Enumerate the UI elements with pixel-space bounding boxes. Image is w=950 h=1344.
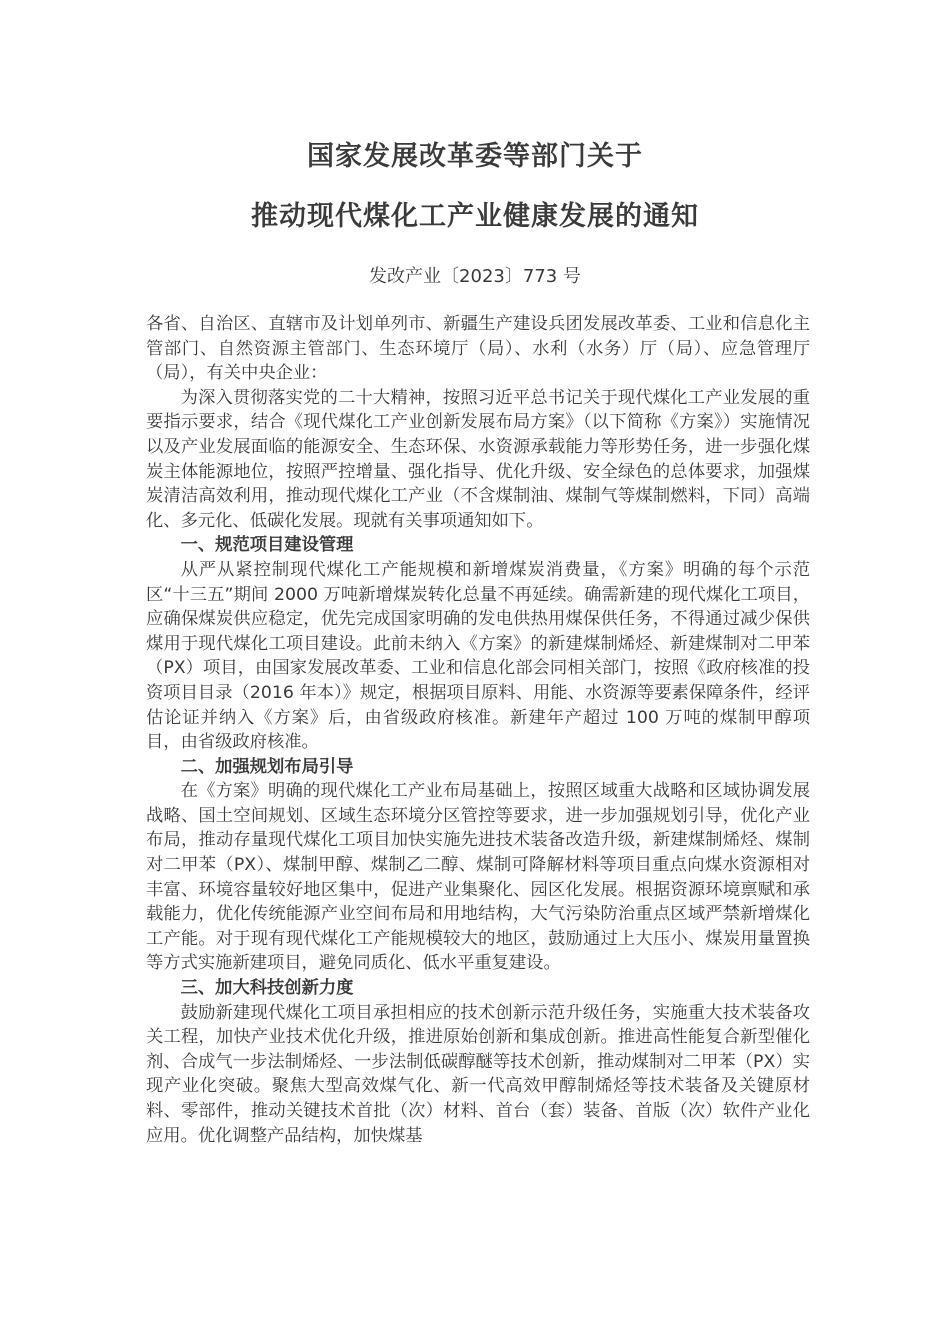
section-paragraph: 在《方案》明确的现代煤化工产业布局基础上，按照区域重大战略和区域协调发展战略、国土空间规划、区域生态环境分区管控等要求，进一步加强规划引导，优化产业布局，推动存量现代煤化工项目加快实施先进技术装备改造升级，新建煤制烯烃、煤制对二甲苯（PX）、煤制甲醇、煤制乙二醇、煤制可降解材料等项目重点向煤水资源相对丰富、环境容量较好地区集中，促进产业集聚化、园区化发展。根据资源环境禀赋和承载能力，优化传统能源产业空间布局和用地结构，大气污染防治重点区域严禁新增煤化工产能。对于现有现代煤化工产能规模较大的地区，鼓励通过上大压小、煤炭用量置换等方式实施新建项目，避免同质化、低水平重复建设。: [146, 781, 810, 974]
section-paragraph: 鼓励新建现代煤化工项目承担相应的技术创新示范升级任务，实施重大技术装备攻关工程，加快产业技术优化升级，推进原始创新和集成创新。推进高性能复合新型催化剂、合成气一步法制烯烃、一步法制低碳醇醚等技术创新，推动煤制对二甲苯（PX）实现产业化突破。聚焦大型高效煤气化、新一代高效甲醇制烯烃等技术装备及关键原材料、零部件，推动关键技术首批（次）材料、首台（套）装备、首版（次）软件产业化应用。优化调整产品结构，加快煤基: [146, 1002, 810, 1146]
section-paragraph: 从严从紧控制现代煤化工产能规模和新增煤炭消费量，《方案》明确的每个示范区“十三五”期间 2000 万吨新增煤炭转化总量不再延续。确需新建的现代煤化工项目，应确保煤炭供应稳定，优先完成国家明确的发电供热用煤保供任务，不得通过减少保供煤用于现代煤化工项目建设。此前未纳入《方案》的新建煤制烯烃、新建煤制对二甲苯（PX）项目，由国家发展改革委、工业和信息化部会同相关部门，按照《政府核准的投资项目目录（2016 年本）》规定，根据项目原料、用能、水资源等要素保障条件，经评估论证并纳入《方案》后，由省级政府核准。新建年产超过 100 万吨的煤制甲醇项目，由省级政府核准。: [146, 559, 810, 753]
section-heading: 三、加大科技创新力度: [180, 978, 354, 999]
section-heading: 一、规范项目建设管理: [180, 535, 354, 556]
section-heading: 二、加强规划布局引导: [180, 756, 354, 777]
document-title-line-1: 国家发展改革委等部门关于: [307, 141, 643, 172]
addressee-paragraph: 各省、自治区、直辖市及计划单列市、新疆生产建设兵团发展改革委、工业和信息化主管部门、自然资源主管部门、生态环境厅（局）、水利（水务）厅（局）、应急管理厅（局），有关中央企业：: [146, 314, 810, 384]
document-body: [146, 312, 810, 1148]
document-title-line-2: 推动现代煤化工产业健康发展的通知: [251, 201, 699, 232]
document-number: 发改产业〔2023〕773 号: [369, 266, 581, 287]
intro-paragraph: 为深入贯彻落实党的二十大精神，按照习近平总书记关于现代煤化工产业发展的重要指示要求，结合《现代煤化工产业创新发展布局方案》（以下简称《方案》）实施情况以及产业发展面临的能源安全、生态环保、水资源承载能力等形势任务，进一步强化煤炭主体能源地位，按照严控增量、强化指导、优化升级、安全绿色的总体要求，加强煤炭清洁高效利用，推动现代煤化工产业（不含煤制油、煤制气等煤制燃料，下同）高端化、多元化、低碳化发展。现就有关事项通知如下。: [146, 387, 810, 531]
